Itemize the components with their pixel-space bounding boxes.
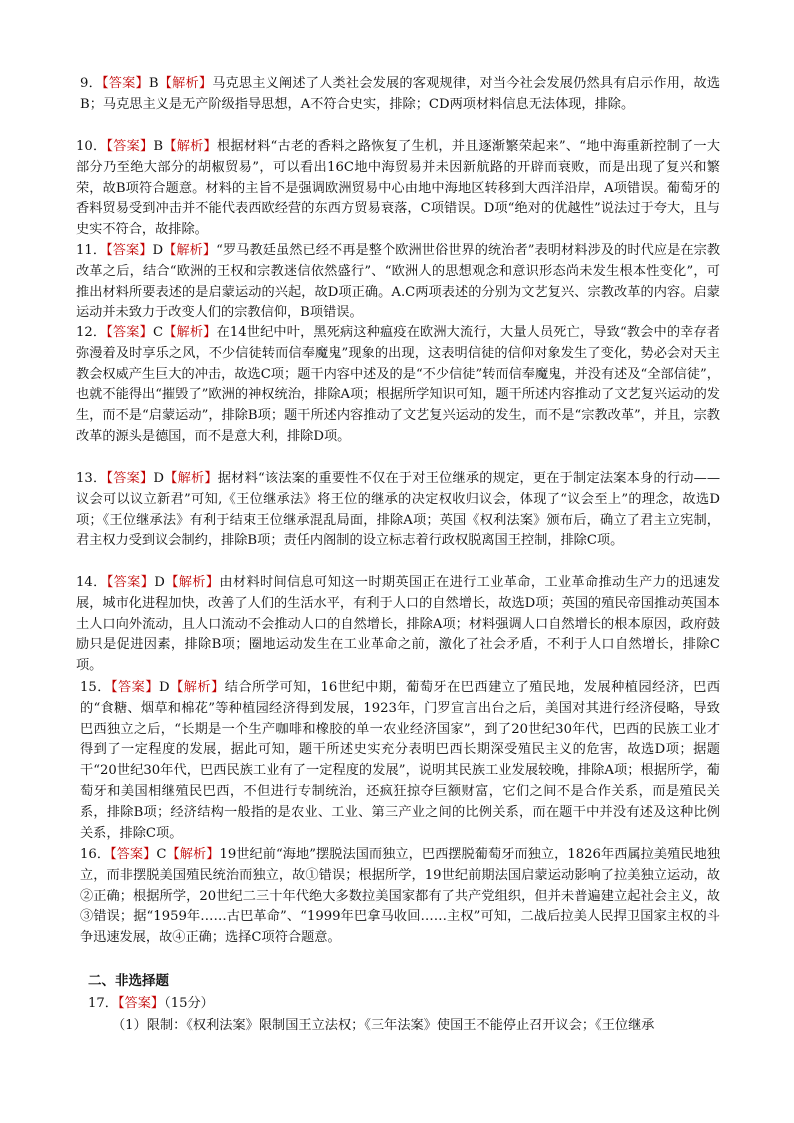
answer-text: “罗马教廷虽然已经不再是整个欧洲世俗世界的统治者”表明材料涉及的时代应是在宗教改革之后，结合“欧洲的王权和宗教迷信依然盛行”、“欧洲人的思想观念和意识形态尚未发生根本性变化”，可推出材料所要表述的是启蒙运动的兴起，故D项正确。A.C两项表述的分别为文艺复兴、宗教改革的内容。启蒙运动并未致力于改变人们的宗教信仰，B项错误。 — [76, 243, 721, 321]
answer-text: 由材料时间信息可知这一时期英国正在进行工业革命，工业革命推动生产力的迅速发展，城市化进程加快，改善了人们的生活水平，有利于人口的自然增长，故选D项；英国的殖民帝国推动英国本土人口向外流动，且人口流动不会推动人口的自然增长，排除A项；材料强调人口自然增长的根本原因，政府鼓励只是促进因素，排除B项；圈地运动发生在工业革命之前，激化了社会矛盾，不利于人口自然增长，排除C项。 — [76, 575, 721, 674]
answer-item-12: 12．【答案】C【解析】在14世纪中叶，黑死病这种瘟疫在欧洲大流行，大量人员死亡，导致“教会中的幸存者弥漫着及时享乐之风，不少信徒转而信奉魔鬼”现象的出现，这表明信徒的信仰对象发生了变化，势必会对天主教会权威产生巨大的冲击，故选C项；题干内容中述及的是“不少信徒”转而信奉魔鬼，并没有述及“全部信徒”，也就不能得出“摧毁了”欧洲的神权统治，排除A项；根据所学知识可知，题干所述内容推动了文艺复兴运动的发生，而不是“启蒙运动”，排除B项；题干所述内容推动了文艺复兴运动的发生，而不是“宗教改革”，并且，宗教改革的源头是德国，而不是意大利，排除D项。 — [76, 325, 720, 444]
answer-text: 在14世纪中叶，黑死病这种瘟疫在欧洲大流行，大量人员死亡，导致“教会中的幸存者弥漫着及时享乐之风，不少信徒转而信奉魔鬼”现象的出现，这表明信徒的信仰对象发生了变化，势必会对天主教会权威产生巨大的冲击，故选C项；题干内容中述及的是“不少信徒”转而信奉魔鬼，并没有述及“全部信徒”，也就不能得出“摧毁了”欧洲的神权统治，排除A项；根据所学知识可知，题干所述内容推动了文艺复兴运动的发生，而不是“启蒙运动”，排除B项；题干所述内容推动了文艺复兴运动的发生，而不是“宗教改革”，并且，宗教改革的源头是德国，而不是意大利，排除D项。 — [76, 325, 720, 444]
answer-item-11: 11．【答案】D【解析】“罗马教廷虽然已经不再是整个欧洲世俗世界的统治者”表明材料涉及的时代应是在宗教改革之后，结合“欧洲的王权和宗教迷信依然盛行”、“欧洲人的思想观念和意识形态尚未发生根本性变化”，可推出材料所要表述的是启蒙运动的兴起，故D项正确。A.C两项表述的分别为文艺复兴、宗教改革的内容。启蒙运动并未致力于改变人们的宗教信仰，B项错误。 — [76, 243, 721, 321]
answer-text: 根据材料“古老的香料之路恢复了生机，并且逐渐繁荣起来”、“地中海重新控制了一大部分乃至绝大部分的胡椒贸易”，可以看出16C地中海贸易并未因新航路的开辟而衰败，而是出现了复兴和繁荣，故B项符合题意。材料的主旨不是强调欧洲贸易中心由地中海地区转移到大西洋沿岸，A项错误。葡萄牙的香料贸易受到冲击并不能代表西欧经营的东西方贸易衰落，C项错误。D项“绝对的优越性”说法过于夸大，且与史实不符合，故排除。 — [76, 139, 721, 238]
answer-item-16: 16．【答案】C【解析】19世纪前“海地”摆脱法国而独立，巴西摆脱葡萄牙而独立，1826年西属拉美殖民地独立，而非摆脱美国殖民统治而独立，故①错误；根据所学，19世纪前期法国启蒙运动影响了拉美独立运动，故②正确；根据所学，20世纪二三十年代绝大多数拉美国家都有了共产党组织，但并未普遍建立起社会主义，故③错误；据“1959年……古巴革命”、“1999年巴拿马收回……主权”可知，二战后拉美人民捍卫国家主权的斗争迅速发展，故④正确；选择C项符合题意。 — [80, 847, 721, 946]
section-title: 二、非选择题 — [88, 973, 169, 989]
answer-item-9: 9．【答案】B【解析】马克思主义阐述了人类社会发展的客观规律，对当今社会发展仍然具有启示作用，故选B；马克思主义是无产阶级指导思想，A不符合史实，排除；CD两项材料信息无法体现，排除。 — [80, 76, 721, 112]
answer-item-13: 13．【答案】D【解析】据材料“该法案的重要性不仅在于对王位继承的规定，更在于制定法案本身的行动——议会可以议立新君”可知,《王位继承法》将王位的继承的决定权收归议会，体现了“议会至上”的理念，故选D项；《王位继承法》有利于结束王位继承混乱局面，排除A项；英国《权利法案》颁布后，确立了君主立宪制，君主权力受到议会制约，排除B项；责任内阁制的设立标志着行政权脱离国王控制，排除C项。 — [76, 471, 721, 549]
answer-item-10: 10．【答案】B【解析】根据材料“古老的香料之路恢复了生机，并且逐渐繁荣起来”、“地中海重新控制了一大部分乃至绝大部分的胡椒贸易”，可以看出16C地中海贸易并未因新航路的开辟而衰败，而是出现了复兴和繁荣，故B项符合题意。材料的主旨不是强调欧洲贸易中心由地中海地区转移到大西洋沿岸，A项错误。葡萄牙的香料贸易受到冲击并不能代表西欧经营的东西方贸易衰落，C项错误。D项“绝对的优越性”说法过于夸大，且与史实不符合，故排除。 — [76, 139, 721, 238]
answer-text: 马克思主义阐述了人类社会发展的客观规律，对当今社会发展仍然具有启示作用，故选B；马克思主义是无产阶级指导思想，A不符合史实，排除；CD两项材料信息无法体现，排除。 — [80, 76, 721, 112]
answer-item-15: 15．【答案】D【解析】结合所学可知，16世纪中期，葡萄牙在巴西建立了殖民地，发展种植园经济，巴西的“食糖、烟草和棉花”等种植园经济得到发展，1923年，门罗宣言出台之后，美国对其进行经济侵略，导致巴西独立之后，“长期是一个生产咖啡和橡胶的单一农业经济国家”，到了20世纪30年代，巴西的民族工业才得到了一定程度的发展，据此可知，题干所述史实充分表明巴西长期深受殖民主义的危害，故选D项；据题干“20世纪30年代，巴西民族工业有了一定程度的发展”，说明其民族工业发展较晚，排除A项；根据所学，葡萄牙和美国相继殖民巴西，不但进行专制统治，还疯狂掠夺巨额财富，它们之间不是合作关系，而是殖民关系，排除B项；经济结构一般指的是农业、工业、第三产业之间的比例关系，而在题干中并没有述及这种比例关系，排除C项。 — [80, 680, 721, 841]
answer-text: 结合所学可知，16世纪中期，葡萄牙在巴西建立了殖民地，发展种植园经济，巴西的“食糖、烟草和棉花”等种植园经济得到发展，1923年，门罗宣言出台之后，美国对其进行经济侵略，导致巴西独立之后，“长期是一个生产咖啡和橡胶的单一农业经济国家”，到了20世纪30年代，巴西的民族工业才得到了一定程度的发展，据此可知，题干所述史实充分表明巴西长期深受殖民主义的危害，故选D项；据题干“20世纪30年代，巴西民族工业有了一定程度的发展”，说明其民族工业发展较晚，排除A项；根据所学，葡萄牙和美国相继殖民巴西，不但进行专制统治，还疯狂掠夺巨额财富，它们之间不是合作关系，而是殖民关系，排除B项；经济结构一般指的是农业、工业、第三产业之间的比例关系，而在题干中并没有述及这种比例关系，排除C项。 — [80, 680, 721, 841]
answer-item-14: 14．【答案】D【解析】由材料时间信息可知这一时期英国正在进行工业革命，工业革命推动生产力的迅速发展，城市化进程加快，改善了人们的生活水平，有利于人口的自然增长，故选D项；英国的殖民帝国推动英国本土人口向外流动，且人口流动不会推动人口的自然增长，排除A项；材料强调人口自然增长的根本原因，政府鼓励只是促进因素，排除B项；圈地运动发生在工业革命之前，激化了社会矛盾，不利于人口自然增长，排除C项。 — [76, 575, 721, 674]
answer-text: 据材料“该法案的重要性不仅在于对王位继承的规定，更在于制定法案本身的行动——议会可以议立新君”可知,《王位继承法》将王位的继承的决定权收归议会，体现了“议会至上”的理念，故选D项；《王位继承法》有利于结束王位继承混乱局面，排除A项；英国《权利法案》颁布后，确立了君主立宪制，君主权力受到议会制约，排除B项；责任内阁制的设立标志着行政权脱离国王控制，排除C项。 — [76, 471, 721, 549]
answer-item-17: 17．【答案】（15分） — [88, 996, 214, 1011]
answer-17-part-1: （1）限制：《权利法案》限制国王立法权；《三年法案》使国王不能停止召开议会；《王位继承 — [112, 1018, 655, 1033]
answer-text: 19世纪前“海地”摆脱法国而独立，巴西摆脱葡萄牙而独立，1826年西属拉美殖民地独立，而非摆脱美国殖民统治而独立，故①错误；根据所学，19世纪前期法国启蒙运动影响了拉美独立运动，故②正确；根据所学，20世纪二三十年代绝大多数拉美国家都有了共产党组织，但并未普遍建立起社会主义，故③错误；据“1959年……古巴革命”、“1999年巴拿马收回……主权”可知，二战后拉美人民捍卫国家主权的斗争迅速发展，故④正确；选择C项符合题意。 — [80, 847, 721, 946]
